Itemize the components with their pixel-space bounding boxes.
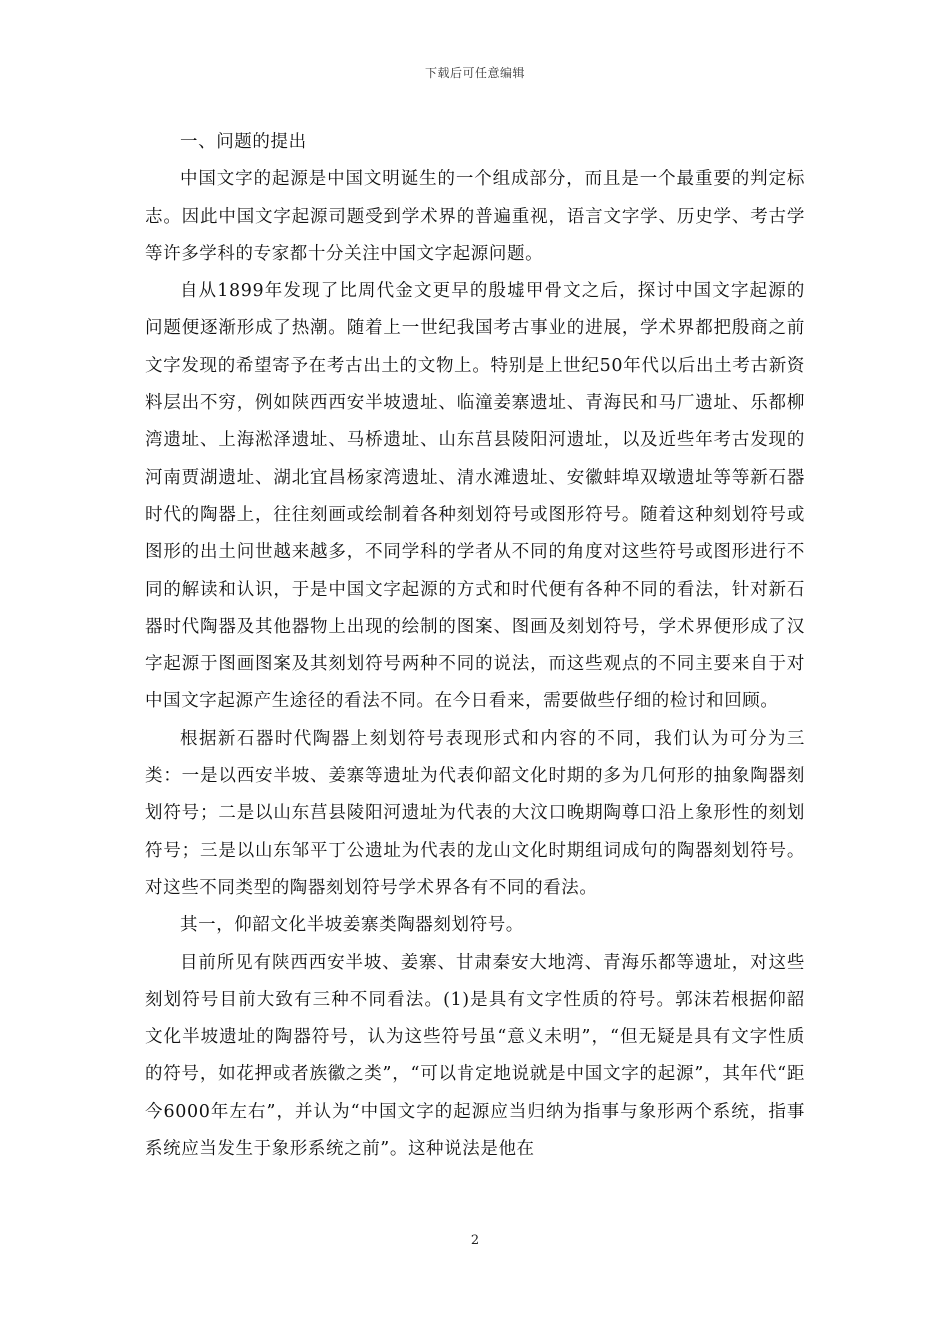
document-body — [145, 124, 805, 1168]
page-header: 下载后可任意编辑 — [424, 66, 525, 80]
section-heading: 一、问题的提出 — [180, 132, 307, 152]
paragraph-4: 其一，仰韶文化半坡姜寨类陶器刻划符号。 — [180, 915, 524, 936]
paragraph-2: 自从1899年发现了比周代金文更早的殷墟甲骨文之后，探讨中国文字起源的问题便逐渐形成了热潮。随着上一世纪我国考古事业的进展，学术界都把殷商之前文字发现的希望寄予在考古出土的文物上。特别是上世纪50年代以后出土考古新资料层出不穷，例如陕西西安半坡遗址、临潼姜寨遗址、青海民和马厂遗址、乐都柳湾遗址、上海淞泽遗址、马桥遗址、山东莒县陵阳河遗址，以及近些年考古发现的河南贾湖遗址、湖北宜昌杨家湾遗址、清水滩遗址、安徽蚌埠双墩遗址等等新石器时代的陶器上，往往刻画或绘制着各种刻划符号或图形符号。随着这种刻划符号或图形的出土问世越来越多，不同学科的学者从不同的角度对这些符号或图形进行不同的解读和认识，于是中国文字起源的方式和时代便有各种不同的看法，针对新石器时代陶器及其他器物上出现的绘制的图案、图画及刻划符号，学术界便形成了汉字起源于图画图案及其刻划符号两种不同的说法，而这些观点的不同主要来自于对中国文字起源产生途径的看法不同。在今日看来，需要做些仔细的检讨和回顾。 — [145, 281, 805, 712]
paragraph-1: 中国文字的起源是中国文明诞生的一个组成部分，而且是一个最重要的判定标志。因此中国文字起源司题受到学术界的普遍重视，语言文字学、历史学、考古学等许多学科的专家都十分关注中国文字起源问题。 — [145, 169, 805, 264]
paragraph-5: 目前所见有陕西西安半坡、姜寨、甘肃秦安大地湾、青海乐都等遗址，对这些刻划符号目前大致有三种不同看法。(1)是具有文字性质的符号。郭沫若根据仰韶文化半坡遗址的陶器符号，认为这些符号虽“意义未明”，“但无疑是具有文字性质的符号，如花押或者族徽之类”，“可以肯定地说就是中国文字的起源”，其年代“距今6000年左右”，并认为“中国文字的起源应当归纳为指事与象形两个系统，指事系统应当发生于象形系统之前”。这种说法是他在 — [145, 952, 805, 1160]
paragraph-3: 根据新石器时代陶器上刻划符号表现形式和内容的不同，我们认为可分为三类：一是以西安半坡、姜寨等遗址为代表仰韶文化时期的多为几何形的抽象陶器刻划符号；二是以山东莒县陵阳河遗址为代表的大汶口晚期陶尊口沿上象形性的刻划符号；三是以山东邹平丁公遗址为代表的龙山文化时期组词成句的陶器刻划符号。对这些不同类型的陶器刻划符号学术界各有不同的看法。 — [145, 728, 805, 898]
page-number: 2 — [470, 1233, 480, 1248]
